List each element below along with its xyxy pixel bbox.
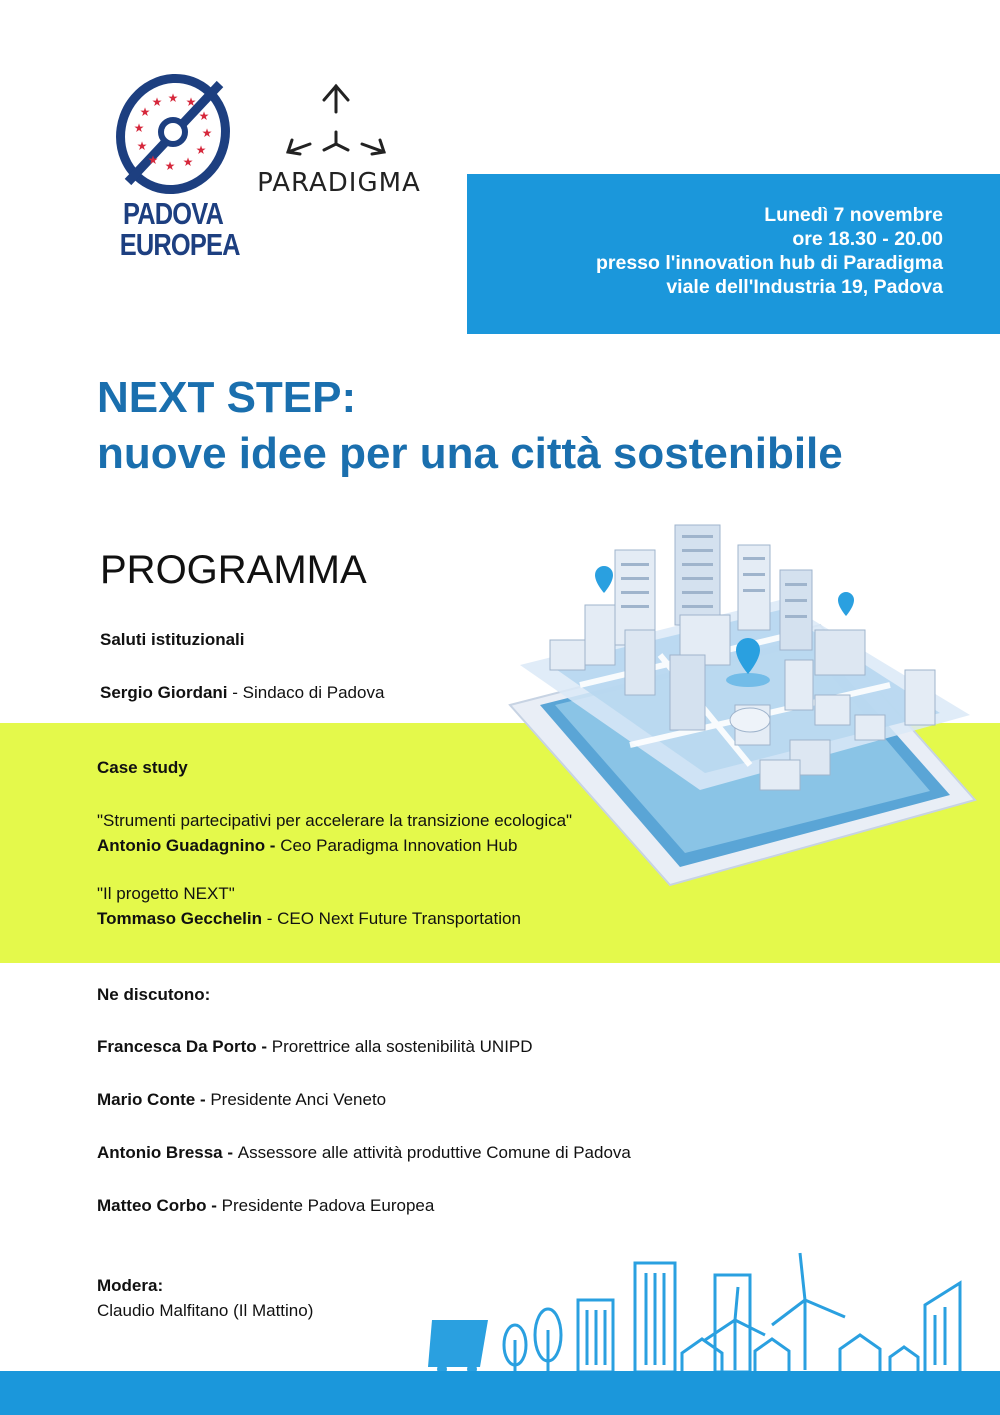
speaker-role: Presidente Padova Europea (221, 1196, 435, 1215)
discussant-3 (97, 1143, 631, 1163)
padova-europea-logo (108, 70, 238, 265)
svg-text:★: ★ (133, 121, 145, 135)
smart-city-tablet-icon (490, 515, 990, 900)
saluti-label: Saluti istituzionali (100, 630, 245, 649)
discussant-1 (97, 1037, 533, 1057)
speaker-name: Tommaso Gecchelin (97, 909, 263, 928)
svg-text:★: ★ (167, 91, 179, 105)
event-date: Lunedì 7 novembre (764, 204, 943, 226)
speaker-name: Sergio Giordani (100, 683, 228, 702)
discussant-4 (97, 1196, 434, 1216)
talk-1-title: "Strumenti partecipativi per accelerare la transizione ecologica" (97, 811, 573, 830)
smart-city-illustration (490, 515, 990, 900)
svg-text:★: ★ (182, 155, 194, 169)
talk-1-speaker (97, 836, 517, 856)
paradigma-arrows-icon (250, 80, 430, 165)
svg-text:★: ★ (139, 105, 151, 119)
svg-text:★: ★ (151, 95, 163, 109)
skyline-decoration (420, 1245, 1000, 1375)
moderator-label: Modera: (97, 1276, 164, 1295)
discussants-label: Ne discutono: (97, 985, 211, 1004)
event-title-line-1: NEXT STEP: (97, 373, 357, 422)
footer-bar (0, 1371, 1000, 1415)
speaker-role: Prorettrice alla sostenibilità UNIPD (271, 1037, 533, 1056)
svg-text:★: ★ (195, 143, 207, 157)
speaker-name: Matteo Corbo - (97, 1196, 222, 1215)
discussant-2 (97, 1090, 386, 1110)
svg-text:★: ★ (164, 159, 176, 173)
talk-2-title: "Il progetto NEXT" (97, 884, 235, 903)
event-time: ore 18.30 - 20.00 (792, 228, 943, 250)
event-info-box (467, 174, 1000, 334)
speaker-role: Assessore alle attività produttive Comune di Padova (237, 1143, 631, 1162)
speaker-role: - CEO Next Future Transportation (262, 909, 521, 928)
svg-text:★: ★ (198, 109, 210, 123)
event-venue: presso l'innovation hub di Paradigma (595, 252, 943, 274)
city-skyline-icon (420, 1245, 1000, 1375)
saluti-speaker (100, 683, 384, 703)
programme-heading: PROGRAMMA (100, 548, 367, 592)
paradigma-logo-text: PARADIGMA (257, 168, 421, 198)
speaker-name: Francesca Da Porto - (97, 1037, 272, 1056)
event-address: viale dell'Industria 19, Padova (666, 276, 943, 298)
padova-europea-emblem-icon (108, 70, 238, 200)
speaker-role: - Sindaco di Padova (227, 683, 385, 702)
speaker-name: Antonio Guadagnino - (97, 836, 281, 855)
speaker-name: Mario Conte - (97, 1090, 211, 1109)
talk-2-speaker (97, 909, 521, 929)
padova-logo-text: PADOVA (122, 196, 224, 231)
svg-text:★: ★ (136, 139, 148, 153)
speaker-name: Antonio Bressa - (97, 1143, 238, 1162)
event-title-line-2: nuove idee per una città sostenibile (97, 429, 843, 478)
europea-logo-text: EUROPEA (119, 227, 240, 262)
case-study-label: Case study (97, 758, 188, 777)
svg-text:★: ★ (185, 95, 197, 109)
moderator-name: Claudio Malfitano (Il Mattino) (97, 1301, 314, 1320)
svg-text:★: ★ (147, 153, 159, 167)
svg-text:★: ★ (201, 126, 213, 140)
speaker-role: Ceo Paradigma Innovation Hub (280, 836, 518, 855)
paradigma-logo (250, 80, 430, 200)
speaker-role: Presidente Anci Veneto (210, 1090, 387, 1109)
